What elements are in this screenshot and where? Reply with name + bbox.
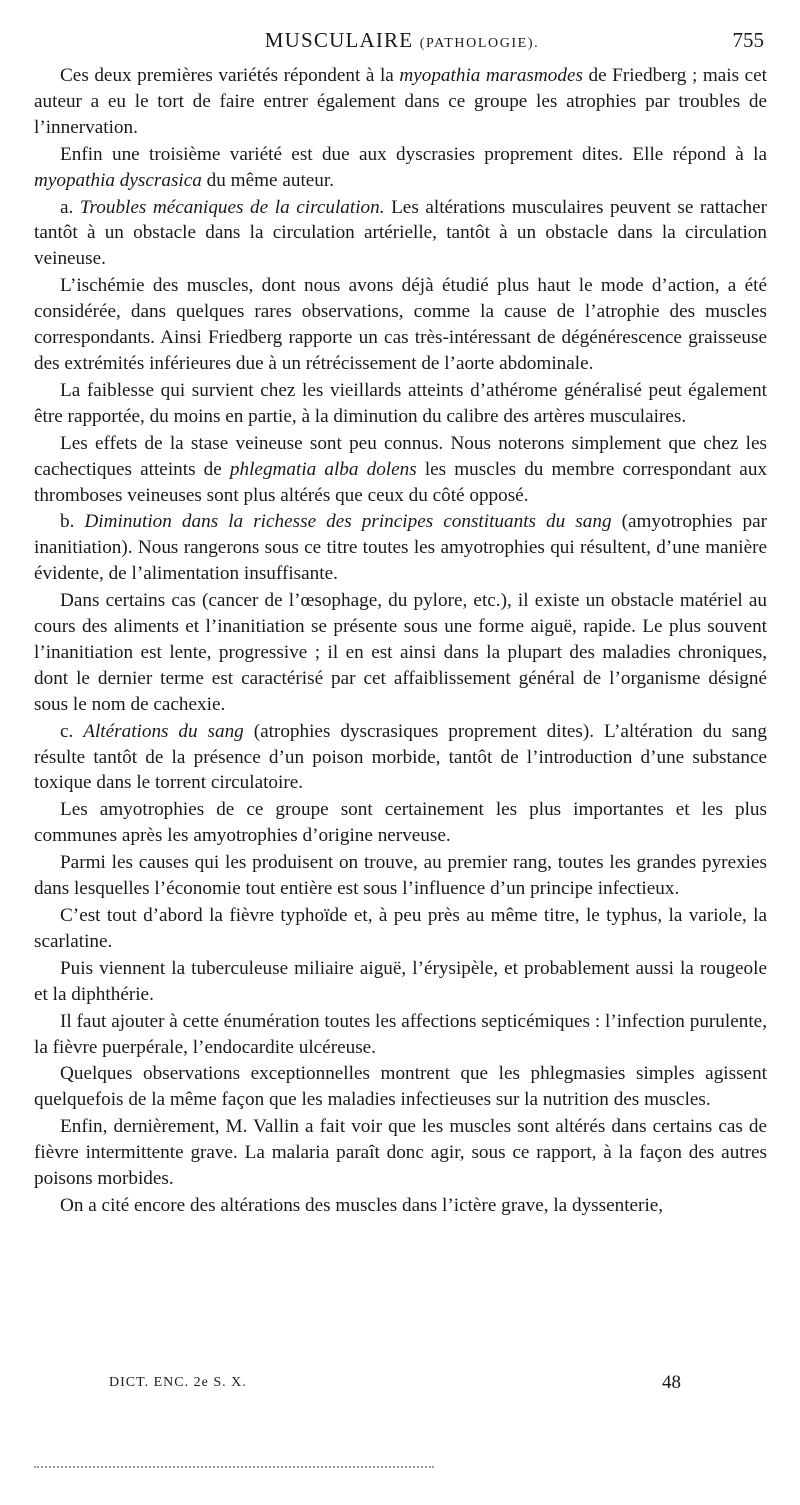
dotted-rule bbox=[34, 1466, 434, 1468]
text-run: C’est tout d’abord la fièvre typhoïde et, à peu près au même titre, le typhus, la variole, la scarlatine. bbox=[34, 905, 767, 952]
paragraph bbox=[34, 1061, 767, 1113]
text-run: On a cité encore des altérations des muscles dans l’ictère grave, la dyssenterie, bbox=[60, 1194, 664, 1216]
text-run: (atrophies dyscrasiques proprement dites). L’altération du sang résulte tantôt de la présence d’un poison morbide, tantôt de l’introduction d’une substance toxique dans le torrent circulatoire. bbox=[34, 720, 767, 794]
running-title bbox=[34, 28, 770, 53]
italic-term: Altérations du sang bbox=[83, 720, 244, 742]
paragraph bbox=[34, 797, 767, 849]
text-run: les muscles du membre correspondant aux thromboses veineuses sont plus altérés que ceux du côté opposé. bbox=[34, 458, 768, 506]
paragraph bbox=[34, 588, 767, 718]
paragraph bbox=[34, 142, 767, 194]
italic-term: myopathia dyscrasica bbox=[34, 169, 202, 191]
paragraph bbox=[34, 850, 767, 902]
text-run: Enfin, dernièrement, M. Vallin a fait voir que les muscles sont altérés dans certains cas de fièvre intermittente grave. La malaria paraît donc agir, sous ce rapport, à la façon des autres poisons morbides. bbox=[34, 1116, 767, 1190]
text-run: La faiblesse qui survient chez les vieillards atteints d’athérome généralisé peut également être rapportée, du moins en partie, à la diminution du calibre des artères musculaires. bbox=[34, 379, 767, 427]
paragraph bbox=[34, 1114, 767, 1192]
text-run: Les effets de la stase veineuse sont peu connus. Nous noterons simplement que chez les cachectiques atteints de bbox=[34, 432, 767, 480]
text-run: Les altérations musculaires peuvent se rattacher tantôt à un obstacle dans la circulation artérielle, tantôt à un obstacle dans la circulation veineuse. bbox=[34, 196, 767, 270]
text-run: Ces deux premières variétés répondent à la bbox=[60, 65, 400, 86]
text-run: Enfin une troisième variété est due aux dyscrasies proprement dites. Elle répond à la bbox=[60, 143, 767, 165]
running-header bbox=[34, 28, 770, 58]
running-title-main: MUSCULAIRE bbox=[264, 28, 414, 52]
paragraph bbox=[34, 195, 767, 273]
text-run: de Friedberg ; mais cet auteur a eu le tort de faire entrer également dans ce groupe les atrophies par troubles de l’innervation. bbox=[34, 65, 767, 138]
italic-term: phlegmatia alba dolens bbox=[229, 458, 417, 480]
paragraph bbox=[34, 431, 767, 509]
sheet-number: 48 bbox=[662, 1372, 681, 1393]
text-run: Il faut ajouter à cette énumération toutes les affections septicémiques : l’infection purulente, la fièvre puerpérale, l’endocardite ulcéreuse. bbox=[34, 1010, 767, 1058]
paragraph bbox=[34, 63, 767, 141]
signature-mark: DICT. ENC. 2e S. X. bbox=[109, 1375, 247, 1390]
text-run: c. bbox=[60, 720, 84, 742]
paragraph bbox=[34, 956, 767, 1008]
text-run: (amyotrophies par inanitiation). Nous rangerons sous ce titre toutes les amyotrophies qui résultent, d’une manière évidente, de l’alimentation insuffisante. bbox=[34, 511, 767, 585]
text-run: b. bbox=[60, 511, 85, 533]
text-run: a. bbox=[60, 196, 80, 218]
paragraph bbox=[34, 719, 767, 797]
body-text bbox=[34, 63, 767, 1219]
text-run: Dans certains cas (cancer de l’œsophage, du pylore, etc.), il existe un obstacle matériel au cours des aliments et l’inanitiation se présente sous une forme aiguë, rapide. Le plus souvent l’inanitiation est lente, progressive ; il en est ainsi dans la plupart des maladies chroniques, dont le dernier terme est caractérisé par cet affaiblissement général de l’organisme désigné sous le nom de cachexie. bbox=[34, 590, 767, 715]
italic-term: myopathia marasmodes bbox=[399, 65, 583, 86]
text-run: L’ischémie des muscles, dont nous avons déjà étudié plus haut le mode d’action, a été considérée, dans quelques rares observations, comme la cause de l’atrophie des muscles correspondants. Ainsi Friedberg rapporte un cas très-intéressant de dégénérescence graisseuse des extrémités inférieures due à un rétrécissement de l’aorte abdominale. bbox=[34, 275, 767, 374]
text-run: du même auteur. bbox=[201, 169, 335, 191]
italic-term: Troubles mécaniques de la circulation. bbox=[79, 196, 385, 218]
paragraph bbox=[34, 509, 767, 587]
paragraph bbox=[34, 273, 767, 377]
italic-term: Diminution dans la richesse des principes constituants du sang bbox=[84, 511, 612, 533]
paragraph bbox=[34, 1193, 767, 1219]
paragraph bbox=[34, 378, 767, 430]
running-title-subtitle: (PATHOLOGIE). bbox=[419, 36, 540, 51]
page-number: 755 bbox=[732, 28, 764, 52]
text-run: Les amyotrophies de ce groupe sont certainement les plus importantes et les plus communes après les amyotrophies d’origine nerveuse. bbox=[34, 799, 767, 847]
page-footer bbox=[34, 1372, 766, 1396]
text-run: Quelques observations exceptionnelles montrent que les phlegmasies simples agissent quelquefois de la même façon que les maladies infectieuses sur la nutrition des muscles. bbox=[34, 1063, 767, 1111]
paragraph bbox=[34, 1009, 767, 1061]
paragraph bbox=[34, 903, 767, 955]
text-run: Puis viennent la tuberculeuse miliaire aiguë, l’érysipèle, et probablement aussi la rougeole et la diphthérie. bbox=[34, 957, 767, 1005]
text-run: Parmi les causes qui les produisent on trouve, au premier rang, toutes les grandes pyrexies dans lesquelles l’économie tout entière est sous l’influence d’un principe infectieux. bbox=[34, 852, 767, 900]
